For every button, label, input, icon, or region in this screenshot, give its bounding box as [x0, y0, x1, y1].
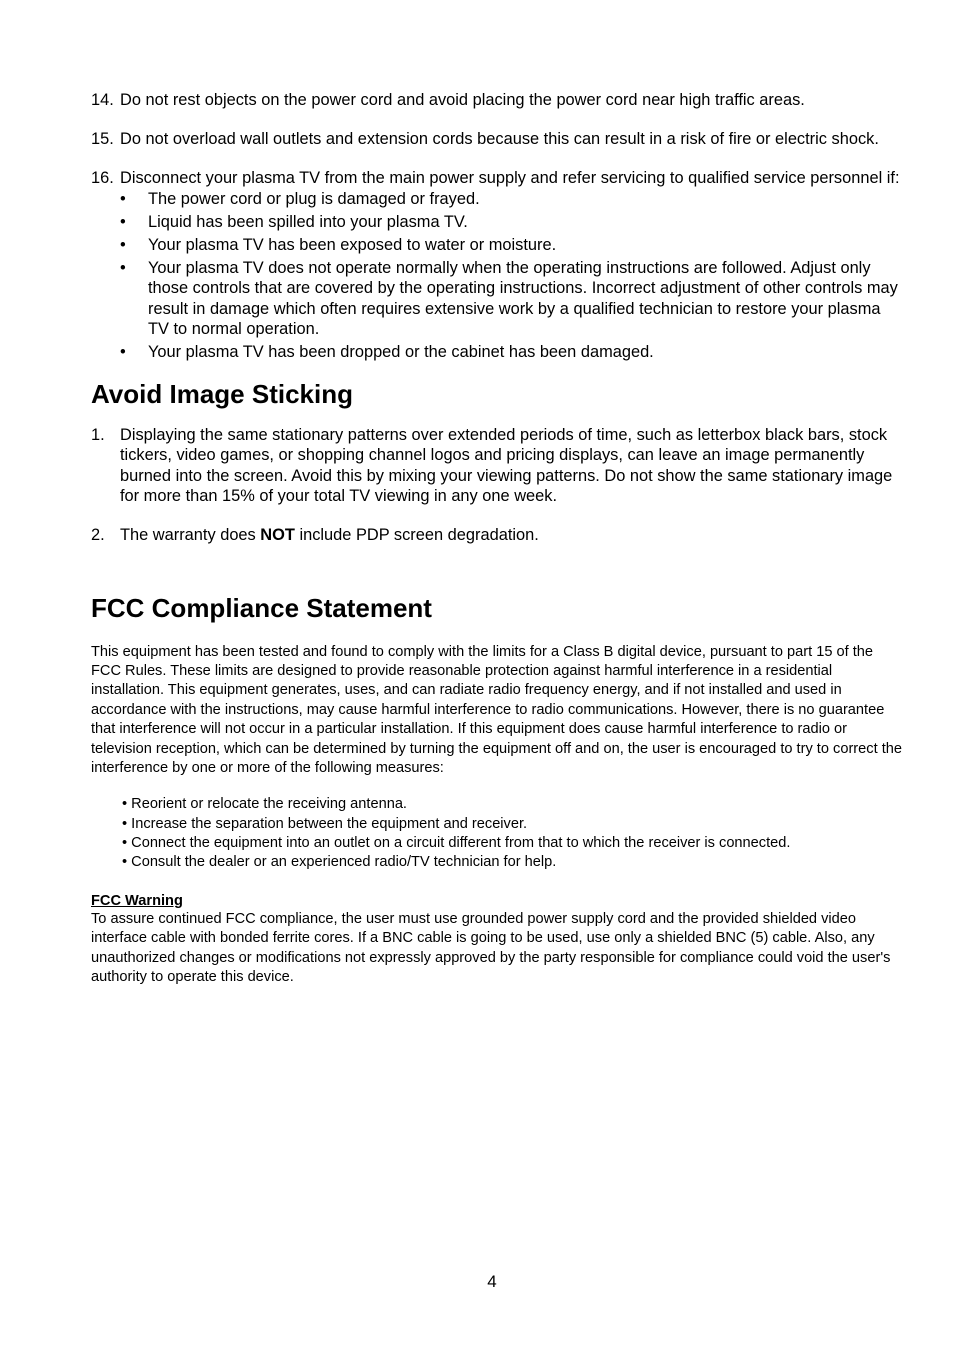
list-item: • Increase the separation between the equipment and receiver.	[122, 815, 528, 832]
fcc-measures-list	[122, 795, 903, 871]
item16-bullet-list	[120, 189, 903, 362]
item-text: Disconnect your plasma TV from the main power supply and refer servicing to qualified service personnel if:	[120, 168, 900, 187]
bullet-glyph: •	[120, 190, 126, 209]
section-heading-fcc: FCC Compliance Statement	[91, 592, 432, 623]
image-sticking-item-1	[91, 425, 903, 507]
bullet-glyph: •	[120, 259, 126, 278]
list-item: • Connect the equipment into an outlet on a circuit different from that to which the receiver is connected.	[122, 834, 791, 851]
item-text: Displaying the same stationary patterns over extended periods of time, such as letterbox black bars, stock tickers, video games, or shopping channel logos and pricing displays, can leave an image permanently burned into the screen. Avoid this by mixing your viewing patterns. Do not show the same stationary image for more than 15% of your total TV viewing in any one week.	[120, 426, 893, 506]
safety-item-15	[91, 129, 903, 149]
list-item: • Your plasma TV has been exposed to water or moisture.	[120, 236, 557, 255]
image-sticking-item-2: 2. The warranty does NOT include PDP screen degradation.	[91, 526, 539, 545]
safety-item-16	[91, 168, 903, 362]
page-number: 4	[487, 1272, 497, 1291]
item-number: 2.	[91, 526, 105, 545]
list-item: • Consult the dealer or an experienced radio/TV technician for help.	[122, 853, 557, 870]
item-number: 14.	[91, 91, 114, 109]
list-item: • Your plasma TV does not operate normally when the operating instructions are followed. Adjust only those controls that are covered by the operating instructions. Incorrect adjustment of other controls may result in damage which often requires extensive work by a qualified technician to restore your plasma TV to normal operation.	[120, 259, 898, 338]
bullet-glyph: •	[120, 236, 126, 255]
item-number: 15.	[91, 129, 114, 148]
fcc-warning-text: To assure continued FCC compliance, the user must use grounded power supply cord and the provided shielded video interface cable with bonded ferrite cores. If a BNC cable is going to be used, use only a shielded BNC (5) cable. Also, any unauthorized changes or modifications not expressly approved by the party responsible for compliance could void the user's authority to operate this device.	[91, 910, 891, 985]
bullet-glyph: •	[120, 213, 126, 232]
fcc-paragraph: This equipment has been tested and found to comply with the limits for a Class B digital device, pursuant to part 15 of the FCC Rules. These limits are designed to provide reasonable protection against harmful interference in a residential installation. This equipment generates, uses, and can radiate radio frequency energy, and if not installed and used in accordance with the instructions, may cause harmful interference to radio communications. However, there is no guarantee that interference will not occur in a particular installation. If this equipment does cause harmful interference to radio or television reception, which can be determined by turning the equipment off and on, the user is encouraged to try to correct the interference by one or more of the following measures:	[91, 643, 902, 776]
fcc-warning-title: FCC Warning	[91, 892, 183, 909]
list-item: • Your plasma TV has been dropped or the cabinet has been damaged.	[120, 342, 654, 361]
bullet-glyph: •	[120, 342, 126, 361]
document-page	[91, 90, 903, 987]
list-item: • Liquid has been spilled into your plasma TV.	[120, 213, 468, 232]
item-number: 1.	[91, 426, 105, 445]
item-number: 16.	[91, 168, 114, 187]
section-heading-image-sticking: Avoid Image Sticking	[91, 379, 353, 410]
list-item: • Reorient or relocate the receiving antenna.	[122, 796, 407, 813]
item-text: Do not rest objects on the power cord and avoid placing the power cord near high traffic areas.	[120, 91, 805, 109]
item-text: Do not overload wall outlets and extension cords because this can result in a risk of fire or electric shock.	[120, 129, 879, 148]
emphasis-not: NOT	[260, 526, 295, 545]
safety-item-14	[91, 90, 903, 110]
list-item: • The power cord or plug is damaged or frayed.	[120, 190, 480, 209]
